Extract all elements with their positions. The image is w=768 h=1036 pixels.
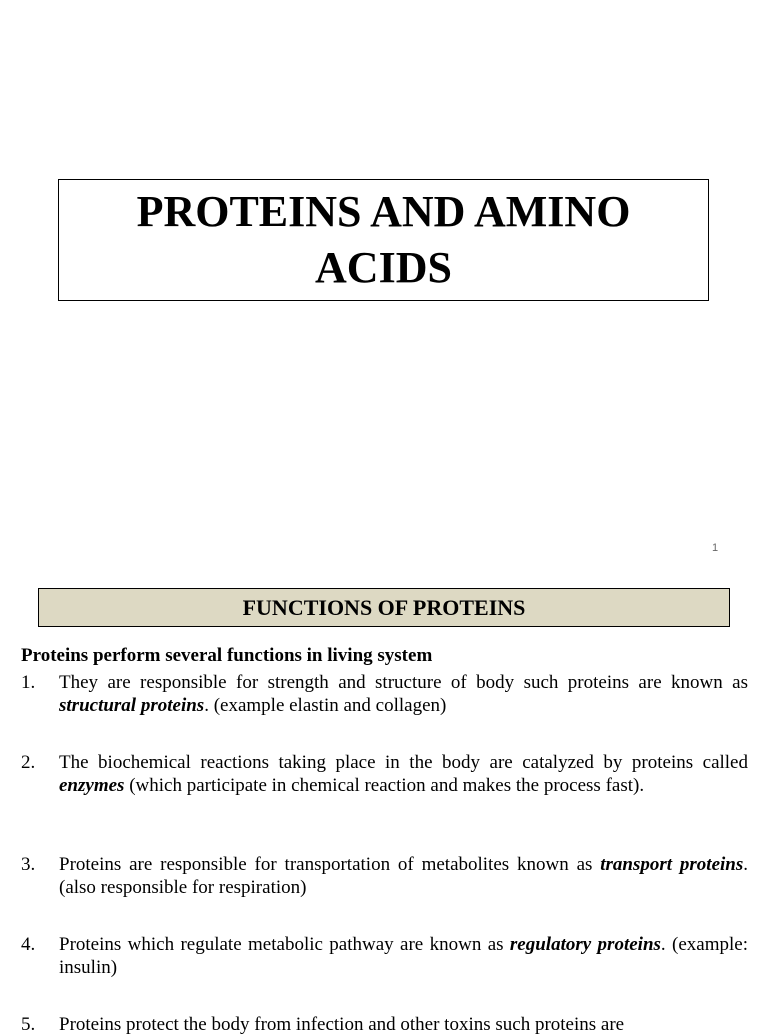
list-item-number: 4.	[21, 934, 36, 955]
list-item-text	[59, 671, 748, 717]
list-item-term: regulatory proteins	[509, 934, 661, 955]
page-number: 1	[712, 542, 719, 554]
title-box	[58, 179, 709, 301]
list-item-text	[59, 1013, 748, 1036]
list-item-number: 5.	[21, 1014, 36, 1035]
list-item-text-after: (which participate in chemical reaction and makes the process fast).	[124, 775, 645, 796]
list-item	[21, 671, 748, 717]
slide-title	[137, 184, 631, 296]
list-item-term: transport proteins	[600, 854, 744, 875]
list-item-text-before: Proteins which regulate metabolic pathway are known as	[59, 934, 510, 955]
list-item-text-after: . (also responsible for respiration)	[59, 854, 748, 898]
list-item-text	[59, 933, 748, 979]
list-item-text-after: . (example: insulin)	[59, 934, 748, 978]
list-item-number: 2.	[21, 752, 36, 773]
list-item-number: 1.	[21, 672, 36, 693]
list-item	[21, 933, 748, 979]
list-item	[21, 751, 748, 797]
list-item-text-after: . (example elastin and collagen)	[204, 695, 447, 716]
list-item-text-before: The biochemical reactions taking place in the body are catalyzed by proteins called	[59, 752, 748, 773]
list-item-text-before: Proteins are responsible for transportation of metabolites known as	[59, 854, 601, 875]
slide-title-line1: PROTEINS AND AMINO	[136, 187, 631, 236]
list-item-text-before: Proteins protect the body from infection and other toxins such proteins are	[59, 1014, 625, 1035]
slide-title-line2: ACIDS	[315, 243, 452, 292]
list-item-text	[59, 751, 748, 797]
list-item-term: structural proteins	[59, 695, 205, 716]
section-heading: FUNCTIONS OF PROTEINS	[242, 594, 526, 620]
intro-text: Proteins perform several functions in living system	[21, 645, 433, 666]
list-item	[21, 1013, 748, 1036]
list-item	[21, 853, 748, 899]
list-item-number: 3.	[21, 854, 36, 875]
list-item-text-before: They are responsible for strength and structure of body such proteins are known as	[59, 672, 748, 693]
functions-slide	[0, 568, 768, 1035]
list-item-term: enzymes	[59, 775, 125, 796]
section-heading-box	[38, 588, 730, 627]
list-item-text	[59, 853, 748, 899]
